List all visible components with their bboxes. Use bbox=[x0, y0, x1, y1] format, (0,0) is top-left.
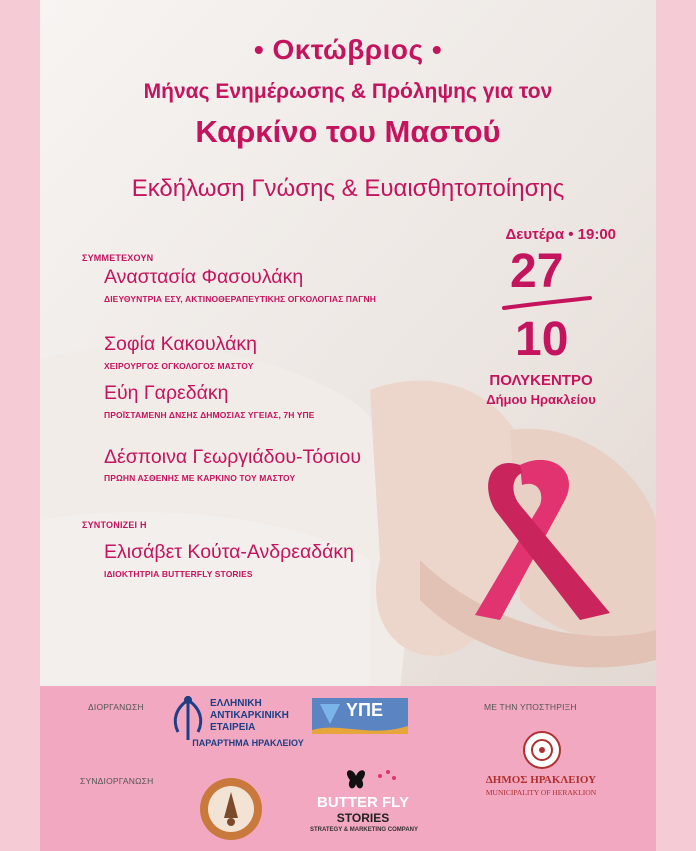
participant-name: Σοφία Κακουλάκη bbox=[104, 333, 257, 355]
municipality-seal-icon bbox=[522, 730, 562, 770]
title-event: Εκδήλωση Γνώσης & Ευαισθητοποίησης bbox=[131, 175, 565, 202]
support-label: ΜΕ ΤΗΝ ΥΠΟΣΤΗΡΙΞΗ bbox=[484, 702, 577, 712]
eae-name-line1: ΕΛΛΗΝΙΚΗ bbox=[210, 698, 262, 709]
event-day-time: Δευτέρα • 19:00 bbox=[505, 226, 616, 243]
participant-role: ΔΙΕΥΘΥΝΤΡΙΑ ΕΣΥ, ΑΚΤΙΝΟΘΕΡΑΠΕΥΤΙΚΗΣ ΟΓΚΟΛΟΓΙΑΣ ΠΑΓΝΗ bbox=[104, 294, 376, 304]
organization-label: ΔΙΟΡΓΑΝΩΣΗ bbox=[88, 702, 144, 712]
participants-label: ΣΥΜΜΕΤΕΧΟΥΝ bbox=[82, 253, 154, 263]
eae-name-line3: ΕΤΑΙΡΕΙΑ bbox=[210, 722, 256, 733]
eae-name-line2: ΑΝΤΙΚΑΡΚΙΝΙΚΗ bbox=[210, 710, 289, 721]
event-day: 27 bbox=[510, 245, 564, 298]
association-seal-icon bbox=[198, 776, 264, 842]
butterfly-icon bbox=[340, 766, 400, 796]
pink-ribbon-icon bbox=[440, 455, 640, 625]
moderator-name: Ελισάβετ Κούτα-Ανδρεαδάκη bbox=[104, 541, 354, 563]
municipality-name-gr: ΔΗΜΟΣ ΗΡΑΚΛΕΙΟΥ bbox=[485, 774, 597, 786]
sponsors-footer bbox=[40, 686, 656, 851]
moderator-role: ΙΔΙΟΚΤΗΤΡΙΑ BUTTERFLY STORIES bbox=[104, 569, 253, 579]
participant-role: ΠΡΟΪΣΤΑΜΕΝΗ ΔΝΣΗΣ ΔΗΜΟΣΙΑΣ ΥΓΕΙΑΣ, 7Η ΥΠΕ bbox=[104, 410, 315, 420]
eae-logo-icon bbox=[168, 694, 208, 744]
event-month: 10 bbox=[515, 313, 569, 366]
eae-branch: ΠΑΡΑΡΤΗΜΑ ΗΡΑΚΛΕΙΟΥ bbox=[192, 738, 304, 748]
venue-name: ΠΟΛΥΚΕΝΤΡΟ bbox=[489, 372, 593, 389]
poster bbox=[40, 0, 656, 851]
ype-logo bbox=[310, 694, 410, 744]
ype-logo-text: ΥΠΕ bbox=[346, 700, 384, 720]
title-subtitle: Μήνας Ενημέρωσης & Πρόληψης για τον bbox=[143, 80, 553, 103]
participant-role: ΧΕΙΡΟΥΡΓΟΣ ΟΓΚΟΛΟΓΟΣ ΜΑΣΤΟΥ bbox=[104, 361, 254, 371]
butterfly-name-line2: STORIES bbox=[336, 811, 390, 825]
title-topic: Καρκίνο του Μαστού bbox=[195, 114, 501, 149]
venue-municipality: Δήμου Ηρακλείου bbox=[486, 392, 596, 407]
butterfly-name-line1: BUTTER FLY bbox=[317, 794, 409, 811]
participant-name: Αναστασία Φασουλάκη bbox=[104, 266, 304, 288]
butterfly-tagline: STRATEGY & MARKETING COMPANY bbox=[309, 827, 418, 833]
participant-name: Εύη Γαρεδάκη bbox=[104, 382, 229, 404]
participant-role: ΠΡΩΗΝ ΑΣΘΕΝΗΣ ΜΕ ΚΑΡΚΙΝΟ ΤΟΥ ΜΑΣΤΟΥ bbox=[104, 473, 296, 483]
moderator-label: ΣΥΝΤΟΝΙΖΕΙ Η bbox=[82, 520, 147, 530]
title-month: • Οκτώβριος • bbox=[253, 34, 443, 65]
participant-name: Δέσποινα Γεωργιάδου-Τόσιου bbox=[104, 446, 362, 468]
municipality-name-en: MUNICIPALITY OF HERAKLION bbox=[485, 788, 597, 797]
coorganization-label: ΣΥΝΔΙΟΡΓΑΝΩΣΗ bbox=[80, 776, 154, 786]
